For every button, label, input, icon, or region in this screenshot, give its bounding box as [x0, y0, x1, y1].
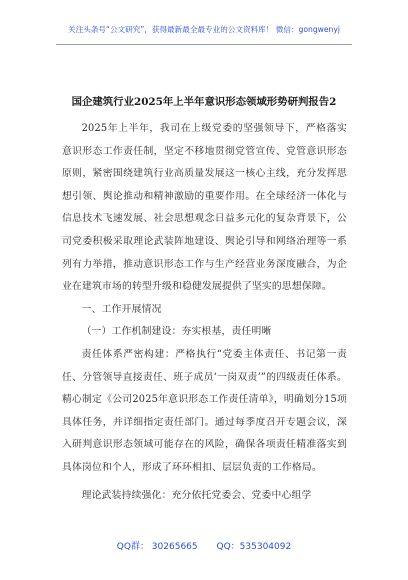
document-body	[62, 118, 347, 507]
subsection-heading-1: （一）工作机制建设：夯实根基，责任明晰	[81, 326, 272, 338]
section-heading-1: 一、工作开展情况	[81, 303, 162, 315]
footer-qq-group: QQ群： 30265665	[116, 542, 198, 552]
paragraph-theory-armament: 理论武装持续强化：充分依托党委会、党委中心组学	[81, 489, 312, 501]
document-title: 国企建筑行业2025年上半年意识形态领域形势研判报告2	[71, 96, 337, 108]
header-divider	[56, 44, 352, 45]
paragraph-responsibility-system: 责任体系严密构建：严格执行“党委主体责任、书记第一责任、分管领导直接责任、班子成员‘一岗双责’”的四级责任体系。精心制定《公司2025年意识形态工作责任清单》，明确划分15项具体任务，并详细指定责任部门。通过每季度召开专题会议，深入研判意识形态领域可能存在的风险，确保各项责任精准落实到具体岗位和个人，形成了环环相扣、层层负责的工作格局。	[62, 348, 347, 473]
paragraph-intro: 2025年上半年，我司在上级党委的坚强领导下，严格落实意识形态工作责任制，坚定不移地贯彻党管宣传、党管意识形态原则，紧密围绕建筑行业高质量发展这一核心主线，充分发挥思想引领、舆论推动和精神激励的重要作用。在全球经济一体化与信息技术飞速发展、社会思想观念日益多元化的复杂背景下，公司党委积极采取理论武装阵地建设、舆论引导和网络治理等一系列有力举措，推动意识形态工作与生产经营业务深度融合，为企业在建筑市场的转型升级和稳健发展提供了坚实的思想保障。	[62, 123, 347, 293]
header-banner: 关注头条号“公文研究”，获得最新最全最专业的公文资料库！ 微信：gongwenyj	[68, 25, 340, 34]
footer-contact	[0, 539, 408, 552]
footer-qq-number: QQ：535304092	[216, 542, 292, 552]
